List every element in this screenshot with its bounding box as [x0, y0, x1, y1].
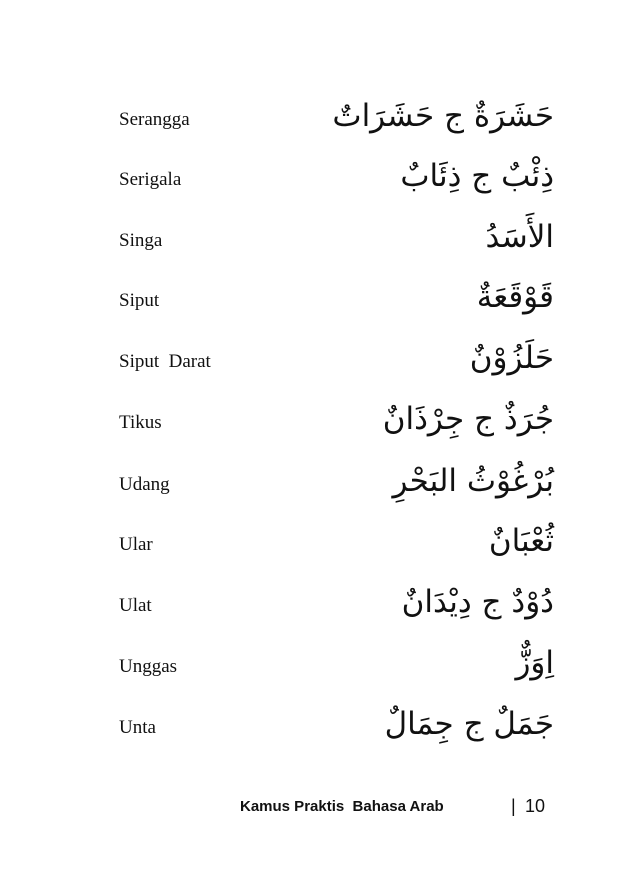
indonesian-word: Ular [119, 534, 153, 555]
indonesian-word: Serangga [119, 109, 190, 130]
arabic-word: بُرْغُوْثُ البَحْرِ [392, 463, 554, 499]
page-footer [240, 795, 570, 819]
vocab-entry [0, 706, 638, 778]
arabic-word: اِوَزٌّ [515, 645, 554, 681]
indonesian-word: Serigala [119, 169, 182, 190]
arabic-word: دُوْدٌ ج دِيْدَانٌ [401, 584, 554, 620]
footer-separator: | [511, 796, 516, 816]
arabic-word: جَمَلٌ ج جِمَالٌ [384, 706, 554, 742]
indonesian-word: Udang [119, 474, 170, 495]
indonesian-word: Unta [119, 717, 156, 738]
indonesian-word: Siput [119, 290, 160, 311]
arabic-word: الأَسَدُ [485, 219, 554, 255]
arabic-word: ثُعْبَانٌ [488, 523, 554, 559]
arabic-word: ذِئْبٌ ج ذِئَابٌ [400, 158, 554, 194]
arabic-word: حَلَزُوْنٌ [469, 340, 554, 376]
arabic-word: قَوْقَعَةٌ [476, 279, 554, 315]
indonesian-word: Singa [119, 230, 163, 251]
indonesian-word: Unggas [119, 656, 178, 677]
indonesian-word: Siput Darat [119, 351, 211, 372]
book-title: Kamus Praktis Bahasa Arab [240, 798, 444, 815]
indonesian-word: Tikus [119, 412, 162, 433]
arabic-word: حَشَرَةٌ ج حَشَرَاتٌ [332, 98, 554, 134]
arabic-word: جُرَذٌ ج جِرْذَانٌ [382, 401, 554, 437]
indonesian-word: Ulat [119, 595, 152, 616]
page-number: 10 [525, 796, 546, 816]
